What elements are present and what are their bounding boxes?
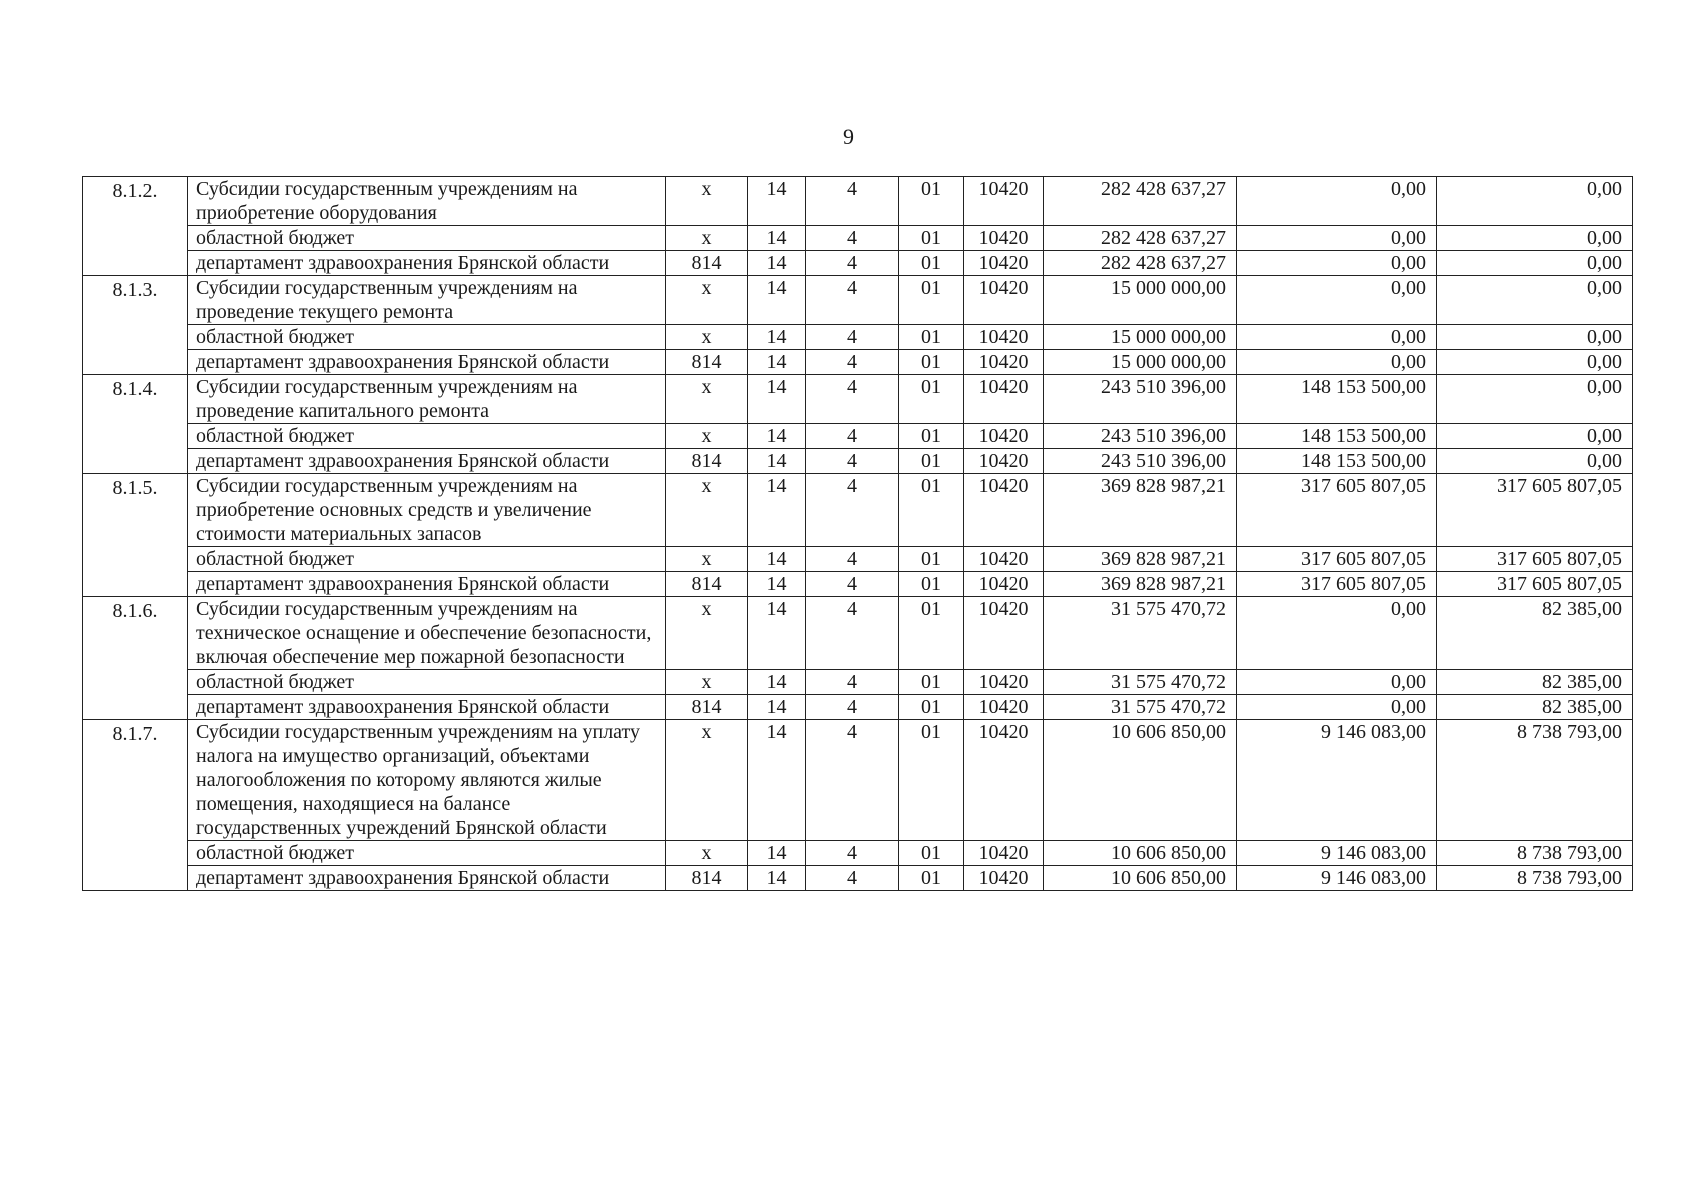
table-row-subitem	[83, 572, 1633, 597]
cell-section: 14	[748, 474, 806, 547]
cell-section: 14	[748, 276, 806, 325]
table-row-item	[83, 276, 1633, 325]
table-row-item	[83, 597, 1633, 670]
cell-target-article: 01	[899, 670, 964, 695]
cell-grbs: 814	[666, 350, 748, 375]
cell-expense-type: 10420	[964, 375, 1044, 424]
cell-subsection: 4	[806, 720, 899, 841]
table-row-subitem	[83, 695, 1633, 720]
cell-expense-type: 10420	[964, 474, 1044, 547]
table-row-subitem	[83, 670, 1633, 695]
table-row-item	[83, 177, 1633, 226]
cell-amount-year-2: 317 605 807,05	[1237, 572, 1437, 597]
cell-section: 14	[748, 325, 806, 350]
cell-target-article: 01	[899, 695, 964, 720]
table-row-subitem	[83, 866, 1633, 891]
cell-section: 14	[748, 841, 806, 866]
cell-expense-type: 10420	[964, 276, 1044, 325]
cell-amount-year-1: 369 828 987,21	[1044, 474, 1237, 547]
cell-section: 14	[748, 572, 806, 597]
cell-item-name: областной бюджет	[188, 424, 666, 449]
cell-item-name: областной бюджет	[188, 841, 666, 866]
cell-target-article: 01	[899, 449, 964, 474]
cell-section: 14	[748, 177, 806, 226]
cell-target-article: 01	[899, 597, 964, 670]
cell-subsection: 4	[806, 424, 899, 449]
cell-section: 14	[748, 226, 806, 251]
table-row-item	[83, 375, 1633, 424]
cell-item-number: 8.1.6.	[83, 597, 188, 720]
cell-amount-year-1: 15 000 000,00	[1044, 325, 1237, 350]
cell-amount-year-3: 0,00	[1437, 325, 1633, 350]
cell-subsection: 4	[806, 177, 899, 226]
cell-subsection: 4	[806, 226, 899, 251]
cell-amount-year-1: 243 510 396,00	[1044, 424, 1237, 449]
cell-amount-year-1: 243 510 396,00	[1044, 449, 1237, 474]
cell-amount-year-3: 82 385,00	[1437, 695, 1633, 720]
cell-grbs: х	[666, 325, 748, 350]
table-row-subitem	[83, 251, 1633, 276]
table-row-subitem	[83, 424, 1633, 449]
cell-amount-year-1: 15 000 000,00	[1044, 350, 1237, 375]
cell-amount-year-3: 0,00	[1437, 375, 1633, 424]
cell-target-article: 01	[899, 325, 964, 350]
cell-item-name: департамент здравоохранения Брянской области	[188, 449, 666, 474]
cell-expense-type: 10420	[964, 325, 1044, 350]
cell-expense-type: 10420	[964, 695, 1044, 720]
cell-amount-year-1: 31 575 470,72	[1044, 597, 1237, 670]
cell-amount-year-1: 10 606 850,00	[1044, 720, 1237, 841]
cell-grbs: х	[666, 375, 748, 424]
cell-grbs: 814	[666, 866, 748, 891]
cell-target-article: 01	[899, 547, 964, 572]
cell-target-article: 01	[899, 251, 964, 276]
cell-item-name: областной бюджет	[188, 226, 666, 251]
cell-amount-year-2: 317 605 807,05	[1237, 547, 1437, 572]
cell-grbs: х	[666, 547, 748, 572]
cell-amount-year-3: 0,00	[1437, 424, 1633, 449]
cell-grbs: х	[666, 424, 748, 449]
cell-subsection: 4	[806, 375, 899, 424]
cell-expense-type: 10420	[964, 350, 1044, 375]
cell-amount-year-3: 0,00	[1437, 226, 1633, 251]
cell-item-name: Субсидии государственным учреждениям на приобретение основных средств и увеличение стоимости материальных запасов	[188, 474, 666, 547]
cell-section: 14	[748, 695, 806, 720]
cell-amount-year-2: 0,00	[1237, 695, 1437, 720]
cell-amount-year-3: 8 738 793,00	[1437, 841, 1633, 866]
cell-item-name: Субсидии государственным учреждениям на техническое оснащение и обеспечение безопасности, включая обеспечение мер пожарной безопасности	[188, 597, 666, 670]
table-row-subitem	[83, 841, 1633, 866]
cell-target-article: 01	[899, 424, 964, 449]
cell-amount-year-2: 0,00	[1237, 670, 1437, 695]
cell-subsection: 4	[806, 866, 899, 891]
cell-amount-year-2: 9 146 083,00	[1237, 720, 1437, 841]
cell-amount-year-2: 148 153 500,00	[1237, 375, 1437, 424]
cell-item-name: областной бюджет	[188, 325, 666, 350]
cell-subsection: 4	[806, 547, 899, 572]
cell-amount-year-3: 8 738 793,00	[1437, 720, 1633, 841]
cell-amount-year-2: 9 146 083,00	[1237, 841, 1437, 866]
cell-target-article: 01	[899, 350, 964, 375]
cell-amount-year-3: 0,00	[1437, 350, 1633, 375]
cell-section: 14	[748, 375, 806, 424]
cell-target-article: 01	[899, 226, 964, 251]
cell-grbs: х	[666, 597, 748, 670]
cell-section: 14	[748, 449, 806, 474]
cell-amount-year-1: 282 428 637,27	[1044, 251, 1237, 276]
cell-item-name: департамент здравоохранения Брянской области	[188, 572, 666, 597]
cell-grbs: 814	[666, 695, 748, 720]
cell-amount-year-2: 317 605 807,05	[1237, 474, 1437, 547]
cell-item-name: Субсидии государственным учреждениям на уплату налога на имущество организаций, объектами налогообложения по которому являются жилые помещения, находящиеся на балансе государственных учреждений Брянской области	[188, 720, 666, 841]
cell-item-number: 8.1.7.	[83, 720, 188, 891]
table-row-subitem	[83, 226, 1633, 251]
cell-section: 14	[748, 866, 806, 891]
cell-amount-year-1: 10 606 850,00	[1044, 866, 1237, 891]
cell-subsection: 4	[806, 670, 899, 695]
budget-table	[82, 176, 1633, 891]
cell-grbs: х	[666, 226, 748, 251]
cell-subsection: 4	[806, 449, 899, 474]
cell-subsection: 4	[806, 597, 899, 670]
cell-section: 14	[748, 720, 806, 841]
cell-item-number: 8.1.5.	[83, 474, 188, 597]
cell-target-article: 01	[899, 276, 964, 325]
cell-amount-year-1: 243 510 396,00	[1044, 375, 1237, 424]
cell-subsection: 4	[806, 276, 899, 325]
cell-item-name: Субсидии государственным учреждениям на проведение капитального ремонта	[188, 375, 666, 424]
cell-expense-type: 10420	[964, 449, 1044, 474]
cell-grbs: 814	[666, 572, 748, 597]
cell-amount-year-1: 10 606 850,00	[1044, 841, 1237, 866]
cell-section: 14	[748, 251, 806, 276]
table-row-subitem	[83, 325, 1633, 350]
cell-item-name: департамент здравоохранения Брянской области	[188, 866, 666, 891]
cell-expense-type: 10420	[964, 866, 1044, 891]
cell-amount-year-3: 317 605 807,05	[1437, 474, 1633, 547]
cell-item-name: Субсидии государственным учреждениям на приобретение оборудования	[188, 177, 666, 226]
cell-amount-year-1: 369 828 987,21	[1044, 572, 1237, 597]
cell-amount-year-2: 148 153 500,00	[1237, 449, 1437, 474]
cell-section: 14	[748, 670, 806, 695]
cell-expense-type: 10420	[964, 670, 1044, 695]
cell-target-article: 01	[899, 474, 964, 547]
cell-grbs: 814	[666, 251, 748, 276]
cell-target-article: 01	[899, 866, 964, 891]
cell-item-number: 8.1.4.	[83, 375, 188, 474]
cell-expense-type: 10420	[964, 720, 1044, 841]
cell-amount-year-2: 0,00	[1237, 226, 1437, 251]
cell-amount-year-2: 0,00	[1237, 350, 1437, 375]
cell-item-name: областной бюджет	[188, 670, 666, 695]
cell-amount-year-3: 82 385,00	[1437, 670, 1633, 695]
cell-grbs: 814	[666, 449, 748, 474]
cell-amount-year-3: 0,00	[1437, 449, 1633, 474]
cell-amount-year-2: 9 146 083,00	[1237, 866, 1437, 891]
cell-item-number: 8.1.3.	[83, 276, 188, 375]
cell-expense-type: 10420	[964, 251, 1044, 276]
cell-amount-year-1: 282 428 637,27	[1044, 177, 1237, 226]
cell-item-name: Субсидии государственным учреждениям на проведение текущего ремонта	[188, 276, 666, 325]
cell-amount-year-1: 282 428 637,27	[1044, 226, 1237, 251]
cell-amount-year-3: 82 385,00	[1437, 597, 1633, 670]
cell-subsection: 4	[806, 251, 899, 276]
cell-amount-year-1: 15 000 000,00	[1044, 276, 1237, 325]
cell-amount-year-2: 0,00	[1237, 251, 1437, 276]
cell-expense-type: 10420	[964, 226, 1044, 251]
cell-amount-year-2: 0,00	[1237, 597, 1437, 670]
cell-subsection: 4	[806, 695, 899, 720]
cell-item-name: областной бюджет	[188, 547, 666, 572]
cell-expense-type: 10420	[964, 572, 1044, 597]
cell-target-article: 01	[899, 841, 964, 866]
table-row-subitem	[83, 547, 1633, 572]
table-row-subitem	[83, 350, 1633, 375]
cell-amount-year-2: 0,00	[1237, 177, 1437, 226]
table-row-item	[83, 720, 1633, 841]
cell-item-number: 8.1.2.	[83, 177, 188, 276]
cell-grbs: х	[666, 276, 748, 325]
cell-item-name: департамент здравоохранения Брянской области	[188, 350, 666, 375]
table-body	[83, 177, 1633, 891]
table-row-subitem	[83, 449, 1633, 474]
cell-subsection: 4	[806, 572, 899, 597]
cell-grbs: х	[666, 841, 748, 866]
cell-amount-year-3: 0,00	[1437, 251, 1633, 276]
cell-target-article: 01	[899, 720, 964, 841]
cell-subsection: 4	[806, 350, 899, 375]
cell-grbs: х	[666, 670, 748, 695]
cell-subsection: 4	[806, 841, 899, 866]
cell-section: 14	[748, 424, 806, 449]
cell-amount-year-3: 317 605 807,05	[1437, 547, 1633, 572]
cell-amount-year-1: 31 575 470,72	[1044, 670, 1237, 695]
cell-grbs: х	[666, 474, 748, 547]
cell-expense-type: 10420	[964, 547, 1044, 572]
cell-amount-year-3: 0,00	[1437, 276, 1633, 325]
cell-amount-year-3: 0,00	[1437, 177, 1633, 226]
page-number: 9	[843, 124, 854, 149]
cell-section: 14	[748, 547, 806, 572]
cell-expense-type: 10420	[964, 597, 1044, 670]
cell-target-article: 01	[899, 572, 964, 597]
cell-amount-year-2: 148 153 500,00	[1237, 424, 1437, 449]
cell-amount-year-3: 317 605 807,05	[1437, 572, 1633, 597]
cell-amount-year-3: 8 738 793,00	[1437, 866, 1633, 891]
cell-expense-type: 10420	[964, 424, 1044, 449]
table-row-item	[83, 474, 1633, 547]
cell-item-name: департамент здравоохранения Брянской области	[188, 695, 666, 720]
cell-grbs: х	[666, 720, 748, 841]
cell-section: 14	[748, 597, 806, 670]
cell-amount-year-2: 0,00	[1237, 325, 1437, 350]
cell-target-article: 01	[899, 375, 964, 424]
cell-subsection: 4	[806, 325, 899, 350]
cell-item-name: департамент здравоохранения Брянской области	[188, 251, 666, 276]
cell-subsection: 4	[806, 474, 899, 547]
cell-amount-year-1: 369 828 987,21	[1044, 547, 1237, 572]
cell-grbs: х	[666, 177, 748, 226]
cell-section: 14	[748, 350, 806, 375]
cell-amount-year-2: 0,00	[1237, 276, 1437, 325]
cell-expense-type: 10420	[964, 177, 1044, 226]
cell-expense-type: 10420	[964, 841, 1044, 866]
cell-amount-year-1: 31 575 470,72	[1044, 695, 1237, 720]
cell-target-article: 01	[899, 177, 964, 226]
